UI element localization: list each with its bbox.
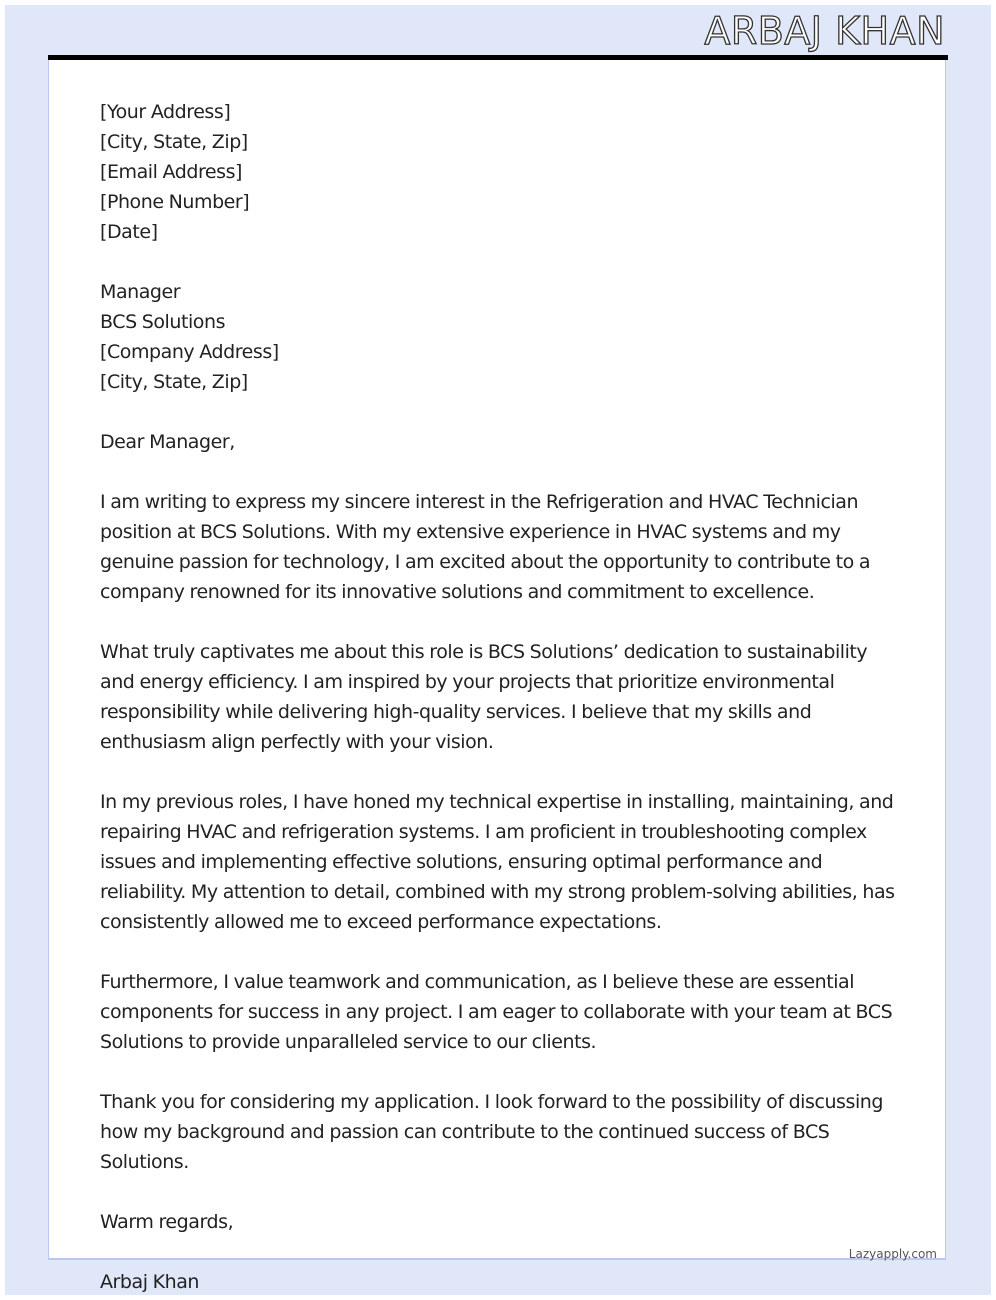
paragraph-4: Furthermore, I value teamwork and communication, as I believe these are essential components for success in any project. I am eager to collaborate with your team at BCS Solutions to provide unparalleled service to our clients. xyxy=(100,971,893,1053)
cover-letter-body xyxy=(100,97,900,1297)
paragraph-1: I am writing to express my sincere interest in the Refrigeration and HVAC Technician position at BCS Solutions. With my extensive experience in HVAC systems and my genuine passion for technology, I am excited about the opportunity to contribute to a company renowned for its innovative solutions and commitment to excellence. xyxy=(100,491,871,603)
sender-city-state-zip: [City, State, Zip] xyxy=(100,131,248,153)
salutation: Dear Manager, xyxy=(100,431,235,453)
recipient-company: BCS Solutions xyxy=(100,311,226,333)
recipient-address: [Company Address] xyxy=(100,341,279,363)
recipient-city-state-zip: [City, State, Zip] xyxy=(100,371,248,393)
letter-date: [Date] xyxy=(100,221,158,243)
sender-block xyxy=(100,97,900,247)
paragraph-2: What truly captivates me about this role is BCS Solutions’ dedication to sustainability and energy efficiency. I am inspired by your projects that prioritize environmental responsibility while delivering high-quality services. I believe that my skills and enthusiasm align perfectly with your vision. xyxy=(100,641,868,753)
applicant-name-header: ARBAJ KHAN xyxy=(704,9,945,53)
sender-address: [Your Address] xyxy=(100,101,231,123)
closing: Warm regards, xyxy=(100,1211,234,1233)
watermark-label: Lazyapply.com xyxy=(848,1247,937,1261)
paragraph-3: In my previous roles, I have honed my technical expertise in installing, maintaining, and repairing HVAC and refrigeration systems. I am proficient in troubleshooting complex issues and implementing effective solutions, ensuring optimal performance and reliability. My attention to detail, combined with my strong problem-solving abilities, has consistently allowed me to exceed performance expectations. xyxy=(100,791,895,933)
recipient-title: Manager xyxy=(100,281,181,303)
sender-email: [Email Address] xyxy=(100,161,242,183)
recipient-block xyxy=(100,277,900,397)
paragraph-5: Thank you for considering my application. I look forward to the possibility of discussing how my background and passion can contribute to the continued success of BCS Solutions. xyxy=(100,1091,883,1173)
signature-name: Arbaj Khan xyxy=(100,1271,200,1293)
sender-phone: [Phone Number] xyxy=(100,191,250,213)
